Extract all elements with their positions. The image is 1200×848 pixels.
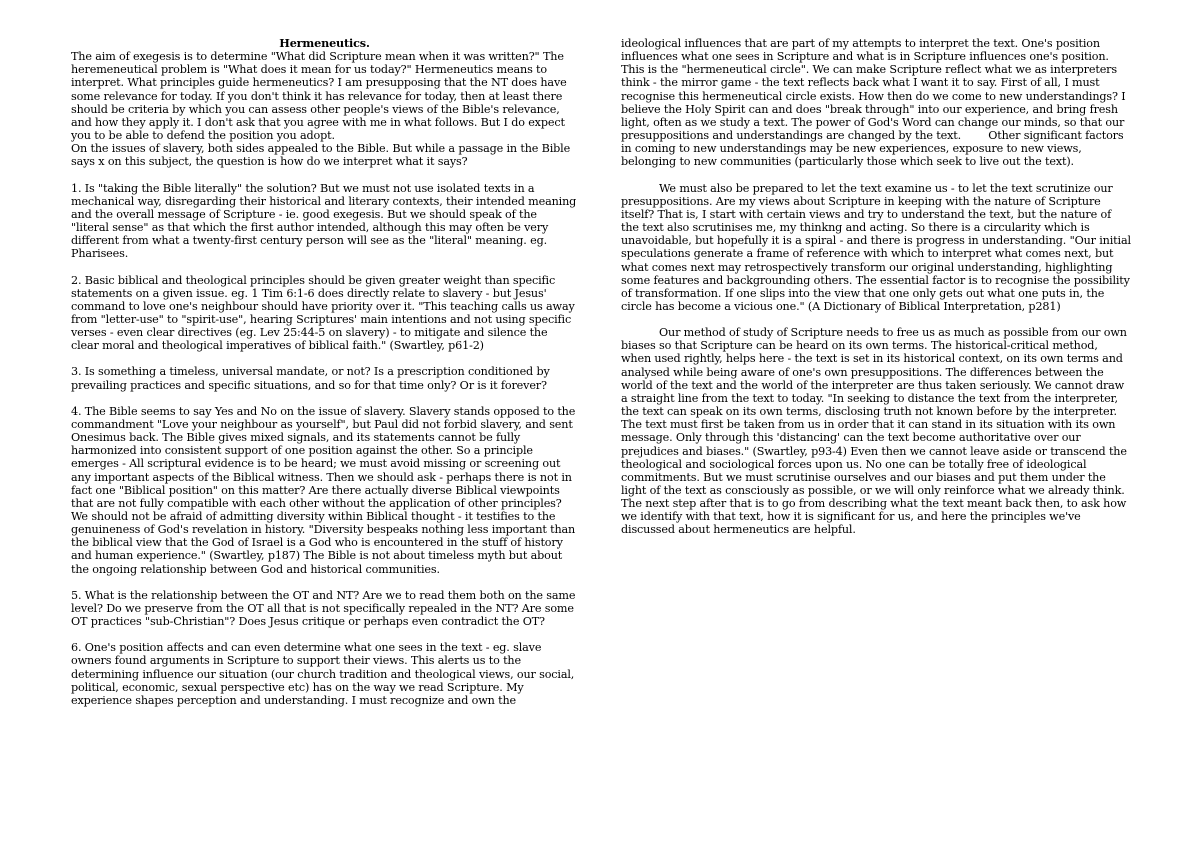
slavery-paragraph: On the issues of slavery, both sides appealed to the Bible. But while a passage in the Bible says x on this subject, the question is how do we interpret what it says? [71, 142, 571, 169]
text-examines-us-paragraph: We must also be prepared to let the text examine us - to let the text scrutinize our presuppositions. Are my views about Scripture in keeping with the nature of Scripture itself? That is, I start with certain views and try to understand the text, but the nature of the text also scrutinises me, my thinkng and acting. So there is a circularity which is unavoidable, but hopefully it is a spiral - and there is progress in understanding. "Our initial speculations generate a frame of reference with which to interpret what comes next, but what comes next may retrospectively transform our original understanding, highlighting some features and backgrounding others. The essential factor is to recognise the possibility of transformation. If one slips into the view that one only gets out what one puts in, the circle has become a vicious one." (A Dictionary of Biblical Interpretation, p281) [621, 181, 1131, 313]
point-3-paragraph: 3. Is something a timeless, universal mandate, or not? Is a prescription conditioned by prevailing practices and specific situations, and so for that time only? Or is it forever? [71, 365, 550, 392]
point-4-paragraph: 4. The Bible seems to say Yes and No on the issue of slavery. Slavery stands opposed to the commandment "Love your neighbour as yourself", but Paul did not forbid slavery, and sent Onesimus back. The Bible gives mixed signals, and its statements cannot be fully harmonized into consistent support of one position against the other. So a principle emerges - All scriptural evidence is to be heard; we must avoid missing or screening out any important aspects of the Biblical witness. Then we should ask - perhaps there is not in fact one "Biblical position" on this matter? Are there actually diverse Biblical viewpoints that are not fully compatible with each other without the application of other principles? We should not be afraid of admitting diversity within Biblical thought - it testifies to the genuineness of God's revelation in history. "Diversity bespeaks nothing less important than the biblical view that the God of Israel is a God who is encountered in the stuff of history and human experience." (Swartley, p187) The Bible is not about timeless myth but about the ongoing relationship between God and historical communities. [71, 404, 576, 576]
continuation-paragraph: ideological influences that are part of my attempts to interpret the text. One's position influences what one sees in Scripture and what is in Scripture influences one's position. This is the "hermeneutical circle". We can make Scripture reflect what we as interpreters think - the mirror game - the text reflects back what I want it to say. First of all, I must recognise this hermeneutical circle exists. How then do we come to new understandings? I believe the Holy Spirit can and does "break through" into our experience, and bring fresh light, often as we study a text. The power of God's Word can change our minds, so that our presuppositions and understandings are changed by the text. Other significant factors in coming to new understandings may be new experiences, exposure to new views, belonging to new communities (particularly those which seek to live out the text). [621, 37, 1129, 169]
point-6-paragraph: 6. One's position affects and can even determine what one sees in the text - eg. slave owners found arguments in Scripture to support their views. This alerts us to the determining influence our situation (our church tradition and theological views, our social, political, economic, sexual perspective etc) has on the way we read Scripture. My experience shapes perception and understanding. I must recognize and own the [71, 641, 575, 707]
intro-paragraph: The aim of exegesis is to determine "What did Scripture mean when it was written?" The heremeneutical problem is "What does it mean for us today?" Hermeneutics means to interpret. What principles guide hermeneutics? I am presupposing that the NT does have some relevance for today. If you don't think it has relevance for today, then at least there should be criteria by which you can assess other people's views of the Bible's relevance, and how they apply it. I don't ask that you agree with me in what follows. But I do expect you to be able to defend the position you adopt. [71, 50, 567, 143]
document-title: Hermeneutics. [279, 36, 370, 50]
right-column [621, 37, 1131, 537]
point-5-paragraph: 5. What is the relationship between the OT and NT? Are we to read them both on the same level? Do we preserve from the OT all that is not specifically repealed in the NT? Are some OT practices "sub-Christian"? Does Jesus critique or perhaps even contradict the OT? [71, 588, 576, 629]
left-column [71, 37, 578, 707]
point-2-paragraph: 2. Basic biblical and theological principles should be given greater weight than specific statements on a given issue. eg. 1 Tim 6:1-6 does directly relate to slavery - but Jesus' command to love one's neighbour should have priority over it. "This teaching calls us away from "letter-use" to "spirit-use", hearing Scriptures' main intentions and not using specific verses - even clear directives (eg. Lev 25:44-5 on slavery) - to mitigate and silence the clear moral and theological imperatives of biblical faith." (Swartley, p61-2) [71, 273, 575, 353]
point-1-paragraph: 1. Is "taking the Bible literally" the solution? But we must not use isolated texts in a mechanical way, disregarding their historical and literary contexts, their intended meaning and the overall message of Scripture - ie. good exegesis. But we should speak of the "literal sense" as that which the first author intended, although this may often be very different from what a twenty-first century person will see as the "literal" meaning. eg. Pharisees. [71, 181, 577, 261]
method-of-study-paragraph: Our method of study of Scripture needs to free us as much as possible from our own biases so that Scripture can be heard on its own terms. The historical-critical method, when used rightly, helps here - the text is set in its historical context, on its own terms and analysed while being aware of one's own presuppositions. The differences between the world of the text and the world of the interpreter are thus taken seriously. We cannot draw a straight line from the text to today. "In seeking to distance the text from the interpreter, the text can speak on its own terms, disclosing truth not known before by the interpreter. The text must first be taken from us in order that it can stand in its situation with its own message. Only through this 'distancing' can the text become authoritative over our prejudices and biases." (Swartley, p93-4) Even then we cannot leave aside or transcend the theological and sociological forces upon us. No one can be totally free of ideological commitments. But we must scrutinise ourselves and our biases and put them under the light of the text as consciously as possible, or we will only reinforce what we already think. The next step after that is to go from describing what the text meant back then, to ask how we identify with that text, how it is significant for us, and here the principles we've discussed about hermeneutics are helpful. [621, 326, 1127, 537]
